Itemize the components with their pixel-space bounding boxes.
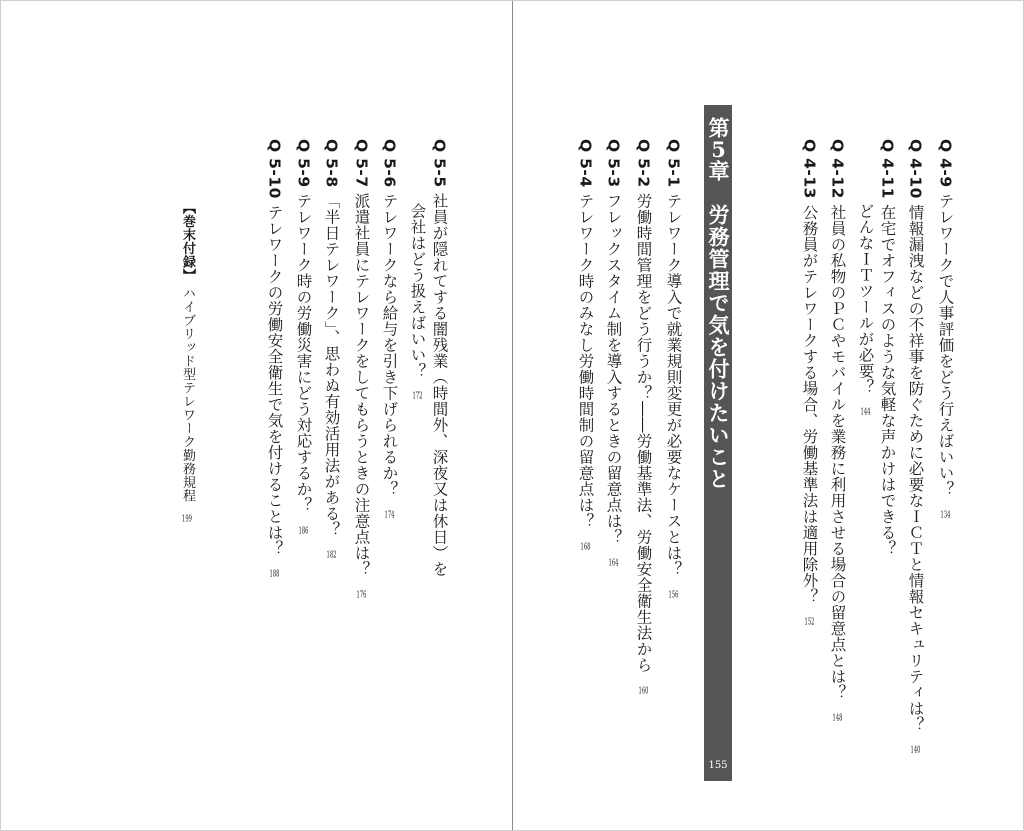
toc-entry-4-11: [879, 139, 895, 556]
q-marker: Q: [576, 139, 595, 153]
q-number: 5-7: [352, 158, 371, 188]
q-marker: Q: [430, 139, 449, 153]
toc-entry-5-5-cont: [409, 203, 425, 401]
q-number: 4-11: [878, 158, 897, 199]
page-number: 140: [910, 745, 921, 755]
entry-title: 派遣社員にテレワークをしてもらうときの注意点は？: [352, 193, 371, 578]
appendix-title: ハイブリッド型テレワーク勤務規程: [180, 286, 195, 503]
q-marker: Q: [878, 139, 897, 153]
page-number: 199: [182, 515, 192, 525]
toc-entry-4-11-cont: [857, 203, 873, 417]
q-number: 5-3: [604, 158, 623, 188]
q-marker: Q: [265, 139, 284, 153]
entry-title: フレックスタイム制を導入するときの留意点は？: [604, 193, 623, 546]
chapter-page-number: 155: [708, 760, 728, 771]
q-number: 4-13: [800, 158, 819, 199]
entry-title: 情報漏洩などの不祥事を防ぐために必要なＩＣＴと情報セキュリティは？: [906, 204, 925, 733]
entry-title-cont: 会社はどう扱えばいい？: [408, 203, 427, 379]
page-number: 186: [298, 526, 309, 536]
toc-entry-5-10: [266, 139, 282, 579]
page-gutter: [512, 1, 513, 830]
toc-entry-5-3: [605, 139, 621, 568]
entry-title: テレワーク時の労働災害にどう対応するか？: [294, 193, 313, 514]
page-number: 152: [804, 617, 815, 627]
entry-title: 在宅でオフィスのような気軽な声かけはできる？: [878, 204, 897, 557]
entry-title: 公務員がテレワークする場合、労働基準法は適用除外？: [800, 204, 819, 605]
page-number: 174: [384, 510, 395, 520]
entry-title: テレワーク時のみなし労働時間制の留意点は？: [576, 193, 595, 530]
page-number: 164: [608, 558, 619, 568]
q-number: 5-6: [380, 158, 399, 188]
page-number: 182: [326, 550, 337, 560]
page-number: 176: [356, 590, 367, 600]
q-marker: Q: [800, 139, 819, 153]
toc-entry-5-2: [635, 139, 651, 696]
toc-entry-4-10: [907, 139, 923, 755]
entry-title: 社員が隠れてする闇残業（時間外、深夜又は休日）を: [430, 193, 449, 578]
toc-entry-5-8: [323, 139, 339, 560]
q-marker: Q: [936, 139, 955, 153]
page-number: 172: [412, 392, 423, 402]
toc-entry-4-13: [801, 139, 817, 627]
q-number: 5-4: [576, 158, 595, 188]
q-marker: Q: [906, 139, 925, 153]
q-marker: Q: [294, 139, 313, 153]
q-marker: Q: [664, 139, 683, 153]
entry-title-cont: どんなＩＴツールが必要？: [856, 203, 875, 395]
q-number: 5-1: [664, 158, 683, 188]
toc-entry-5-1: [665, 139, 681, 600]
chapter-title-text: 労務管理で気を付けたいこと: [706, 204, 730, 490]
q-number: 5-8: [322, 158, 341, 188]
chapter-number: 5: [711, 139, 726, 160]
page-number: 156: [668, 590, 679, 600]
entry-title: テレワークなら給与を引き下げられるか？: [380, 193, 399, 498]
toc-entry-4-9: [937, 139, 953, 520]
entry-title: 「半日テレワーク」、思わぬ有効活用法がある？: [322, 193, 341, 538]
entry-title: テレワークの労働安全衛生で気を付けることは？: [265, 204, 284, 557]
page-number: 148: [832, 713, 843, 723]
q-marker: Q: [380, 139, 399, 153]
q-number: 4-12: [828, 158, 847, 199]
q-number: 5-9: [294, 158, 313, 188]
entry-title: 労働時間管理をどう行うか？――労働基準法、労働安全衛生法から: [634, 193, 653, 674]
page-number: 160: [638, 686, 649, 696]
chapter-heading: [704, 105, 732, 781]
q-number: 5-10: [265, 158, 284, 199]
toc-entry-5-6: [381, 139, 397, 520]
q-marker: Q: [828, 139, 847, 153]
q-marker: Q: [634, 139, 653, 153]
page-number: 168: [580, 542, 591, 552]
toc-entry-5-4: [577, 139, 593, 552]
q-number: 4-10: [906, 158, 925, 199]
appendix-label: 【巻末付録】: [180, 201, 195, 282]
q-marker: Q: [352, 139, 371, 153]
entry-title: テレワークで人事評価をどう行えばいい？: [936, 193, 955, 498]
q-marker: Q: [322, 139, 341, 153]
q-marker: Q: [604, 139, 623, 153]
chapter-suffix: 章: [706, 160, 730, 182]
page-number: 188: [269, 569, 280, 579]
entry-title: テレワーク導入で就業規則変更が必要なケースとは？: [664, 193, 683, 578]
toc-entry-5-9: [295, 139, 311, 536]
chapter-prefix: 第: [706, 117, 730, 139]
toc-entry-5-7: [353, 139, 369, 600]
page-number: 134: [940, 510, 951, 520]
toc-entry-5-5: [431, 139, 447, 577]
entry-title: 社員の私物のＰＣやモバイルを業務に利用させる場合の留意点とは？: [828, 204, 847, 701]
q-number: 5-5: [430, 158, 449, 188]
toc-appendix: [181, 201, 194, 524]
page-number: 144: [860, 408, 871, 418]
q-number: 4-9: [936, 158, 955, 188]
q-number: 5-2: [634, 158, 653, 188]
toc-entry-4-12: [829, 139, 845, 723]
chapter-title: [704, 117, 732, 490]
